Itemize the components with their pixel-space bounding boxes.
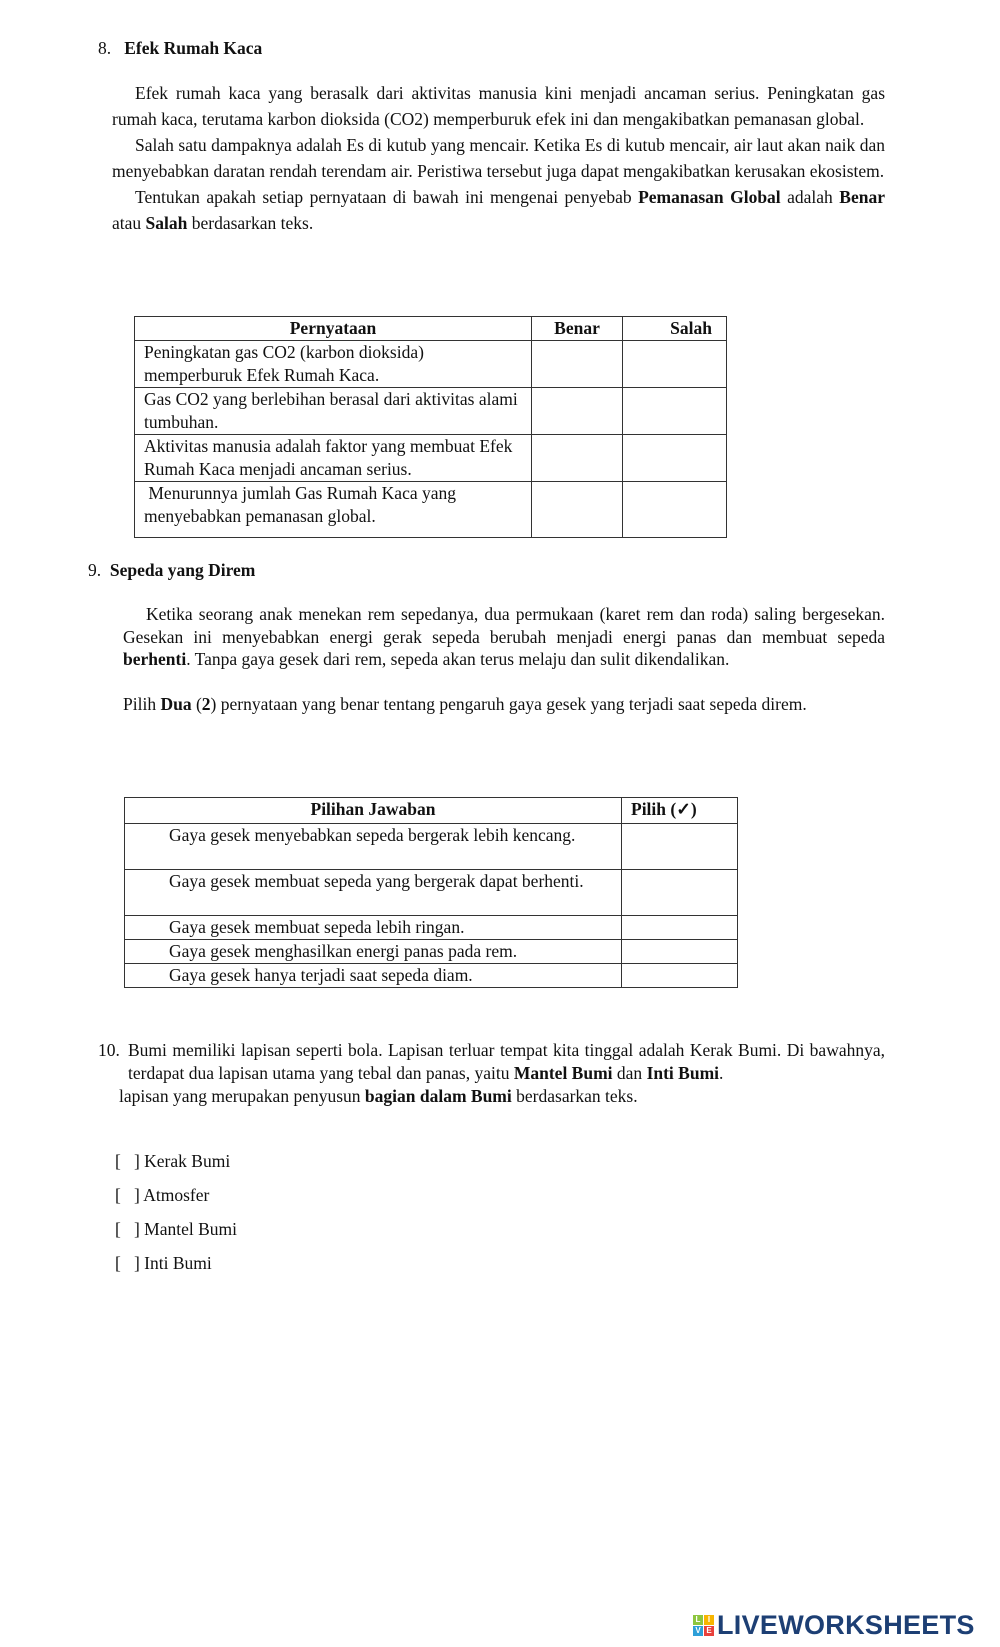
checkbox[interactable]: [ ] <box>115 1253 140 1273</box>
table-row <box>135 435 727 482</box>
option-text: Gaya gesek hanya terjadi saat sepeda diam. <box>125 964 622 988</box>
q10-paragraph: Bumi memiliki lapisan seperti bola. Lapisan terluar tempat kita tinggal adalah Kerak Bumi. Di bawahnya, terdapat dua lapisan utama yang tebal dan panas, yaitu Mantel Bumi dan Inti Bumi. <box>128 1040 885 1083</box>
q8-paragraph-1: Efek rumah kaca yang berasalk dari aktivitas manusia kini menjadi ancaman serius. Peningkatan gas rumah kaca, terutama karbon dioksida (CO2) memperburuk efek ini dan mengakibatkan pemanasan global. <box>112 83 885 129</box>
salah-cell[interactable] <box>623 388 727 435</box>
header-salah: Salah <box>623 317 727 341</box>
q9-table <box>124 797 738 988</box>
checkbox[interactable]: [ ] <box>115 1185 140 1205</box>
q8-table <box>134 316 727 538</box>
q8-instruction: Tentukan apakah setiap pernyataan di bawah ini mengenai penyebab Pemanasan Global adalah Benar atau Salah berdasarkan teks. <box>112 187 885 233</box>
q8-heading <box>98 38 262 59</box>
q10-body <box>98 1039 885 1108</box>
q10-number: 10. <box>98 1040 120 1060</box>
salah-cell[interactable] <box>623 482 727 538</box>
logo-text: LIVEWORKSHEETS <box>717 1610 975 1640</box>
q8-paragraph-2: Salah satu dampaknya adalah Es di kutub yang mencair. Ketika Es di kutub mencair, air laut akan naik dan menyebabkan daratan rendah terendam air. Peristiwa tersebut juga dapat mengakibatkan kerusakan ekosistem. <box>112 135 885 181</box>
checkbox[interactable]: [ ] <box>115 1219 140 1239</box>
salah-cell[interactable] <box>623 341 727 388</box>
q9-number: 9. <box>88 560 102 580</box>
option-text: Gaya gesek menyebabkan sepeda bergerak lebih kencang. <box>125 824 622 870</box>
table-row <box>125 824 738 870</box>
table-row <box>125 870 738 916</box>
q9-paragraph: Ketika seorang anak menekan rem sepedanya, dua permukaan (karet rem dan roda) saling bergesekan. Gesekan ini menyebabkan energi gerak sepeda berubah menjadi energi panas dan membuat sepeda berhenti. Tanpa gaya gesek dari rem, sepeda akan terus melaju dan sulit dikendalikan. <box>123 604 885 669</box>
benar-cell[interactable] <box>532 341 623 388</box>
pilih-cell[interactable] <box>622 940 738 964</box>
pilih-cell[interactable] <box>622 824 738 870</box>
liveworksheets-logo <box>693 1610 975 1641</box>
option-text: Gaya gesek membuat sepeda yang bergerak dapat berhenti. <box>125 870 622 916</box>
logo-tiles-icon: L I V E <box>693 1615 714 1636</box>
q10-instruction: lapisan yang merupakan penyusun bagian dalam Bumi berdasarkan teks. <box>119 1086 638 1106</box>
q8-body <box>112 80 885 236</box>
header-pernyataan: Pernyataan <box>135 317 532 341</box>
statement: Menurunnya jumlah Gas Rumah Kaca yang menyebabkan pemanasan global. <box>135 482 532 538</box>
pilih-cell[interactable] <box>622 964 738 988</box>
table-row <box>125 916 738 940</box>
option-atmosfer[interactable]: [ ] Atmosfer <box>115 1185 210 1205</box>
pilih-cell[interactable] <box>622 916 738 940</box>
q9-heading <box>88 560 255 581</box>
benar-cell[interactable] <box>532 388 623 435</box>
q9-instruction: Pilih Dua (2) pernyataan yang benar tentang pengaruh gaya gesek yang terjadi saat sepeda direm. <box>123 693 807 714</box>
q8-number: 8. <box>98 38 112 58</box>
statement: Aktivitas manusia adalah faktor yang membuat Efek Rumah Kaca menjadi ancaman serius. <box>135 435 532 482</box>
q8-title: Efek Rumah Kaca <box>124 38 263 58</box>
statement: Peningkatan gas CO2 (karbon dioksida) memperburuk Efek Rumah Kaca. <box>135 341 532 388</box>
benar-cell[interactable] <box>532 435 623 482</box>
q10-options <box>115 1151 237 1287</box>
q9-body <box>123 603 885 715</box>
header-benar: Benar <box>532 317 623 341</box>
pilih-cell[interactable] <box>622 870 738 916</box>
option-inti-bumi[interactable]: [ ] Inti Bumi <box>115 1253 212 1273</box>
checkbox[interactable]: [ ] <box>115 1151 140 1171</box>
option-text: Gaya gesek membuat sepeda lebih ringan. <box>125 916 622 940</box>
header-pilihan-jawaban: Pilihan Jawaban <box>125 798 622 824</box>
statement: Gas CO2 yang berlebihan berasal dari aktivitas alami tumbuhan. <box>135 388 532 435</box>
table-row <box>135 341 727 388</box>
option-mantel-bumi[interactable]: [ ] Mantel Bumi <box>115 1219 237 1239</box>
table-row <box>125 940 738 964</box>
option-kerak-bumi[interactable]: [ ] Kerak Bumi <box>115 1151 231 1171</box>
salah-cell[interactable] <box>623 435 727 482</box>
table-row <box>125 964 738 988</box>
header-pilih: Pilih (✓) <box>622 798 738 824</box>
option-text: Gaya gesek menghasilkan energi panas pada rem. <box>125 940 622 964</box>
benar-cell[interactable] <box>532 482 623 538</box>
table-row <box>135 388 727 435</box>
table-row <box>135 482 727 538</box>
q9-title: Sepeda yang Direm <box>109 560 256 580</box>
